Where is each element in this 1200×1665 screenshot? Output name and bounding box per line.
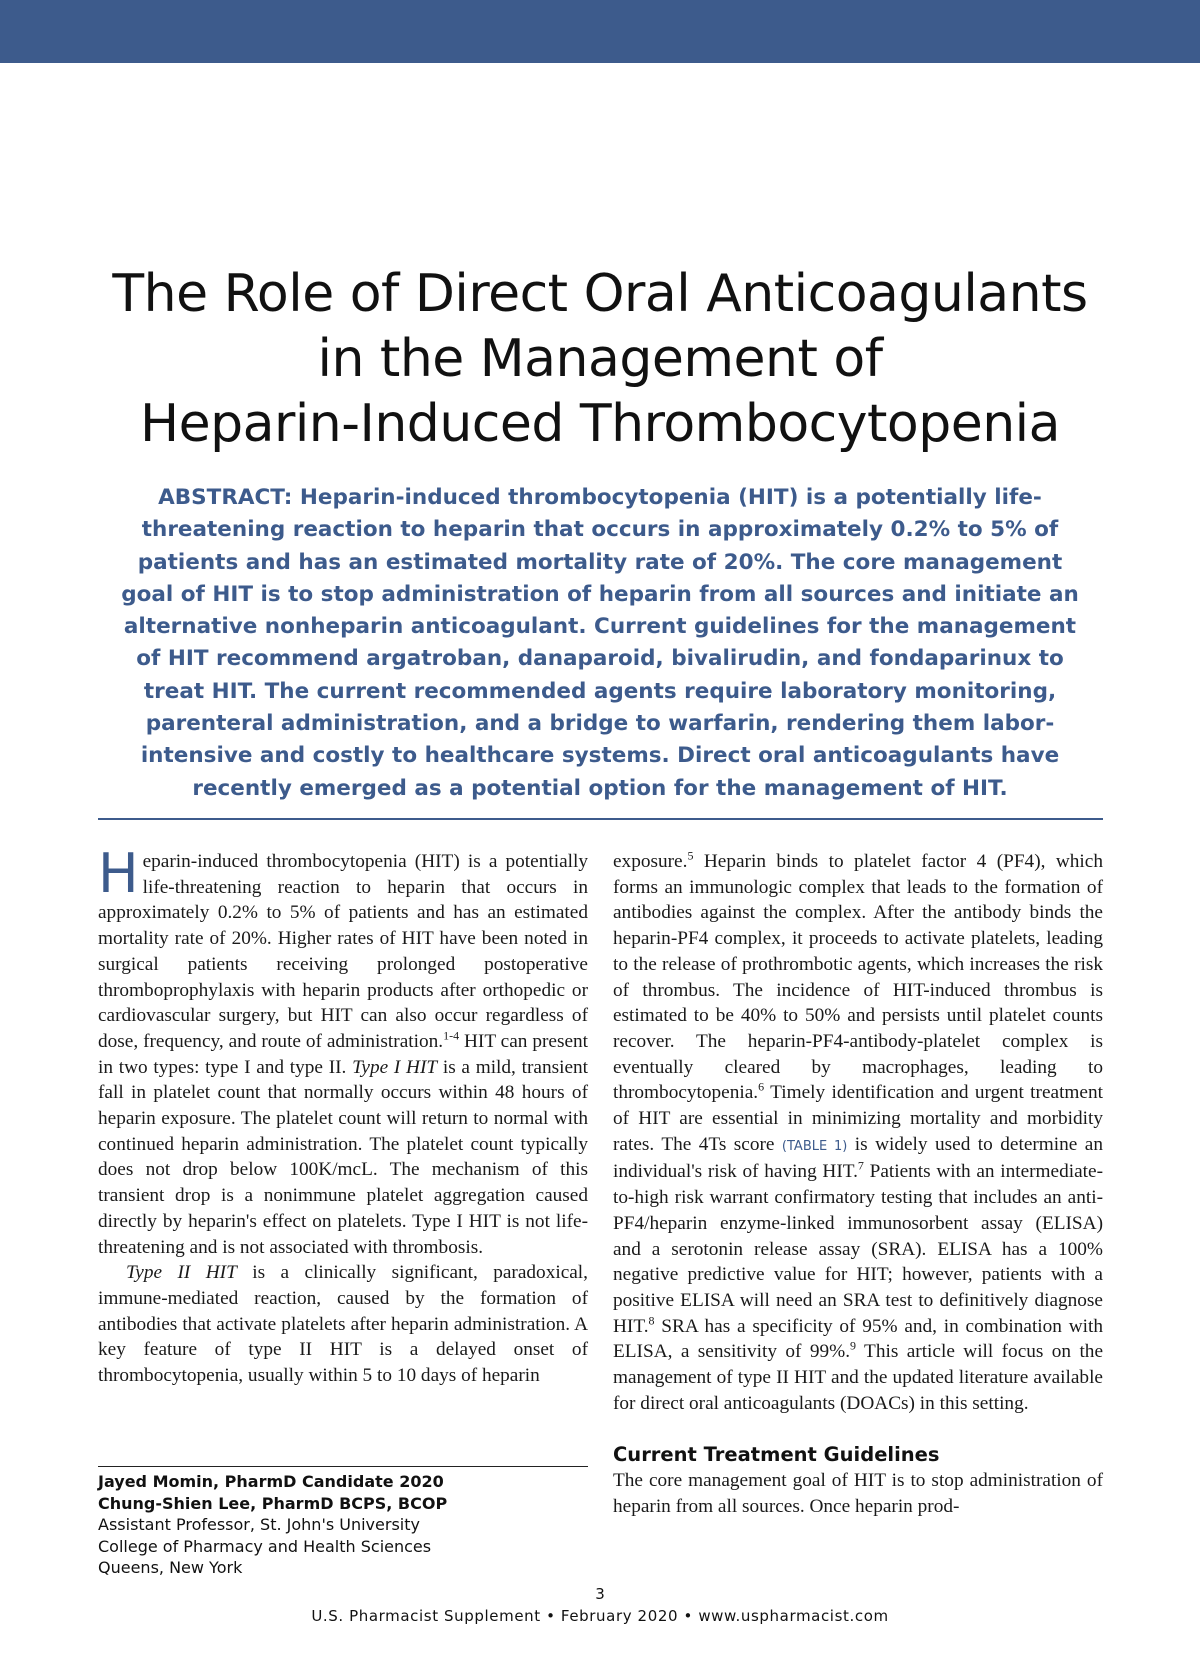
author-affiliation: Queens, New York	[98, 1558, 243, 1577]
title-line: The Role of Direct Oral Anticoagulants	[112, 264, 1088, 324]
table-reference-link[interactable]: (TABLE 1)	[781, 1138, 848, 1154]
author-affiliation: College of Pharmacy and Health Sciences	[98, 1536, 432, 1556]
author-name: Chung-Shien Lee, PharmD BCPS, BCOP	[98, 1493, 448, 1513]
body-text: HIT can present in two types: type I and type II.	[98, 1030, 589, 1078]
body-paragraph	[98, 842, 589, 1260]
article-title	[60, 262, 1140, 457]
body-column-right	[613, 849, 1103, 1520]
author-name: Jayed Momin, PharmD Candidate 2020	[98, 1472, 444, 1491]
reference-marker: 5	[687, 848, 694, 863]
page-footer: U.S. Pharmacist Supplement • February 2020 • www.uspharmacist.com	[311, 1607, 889, 1625]
body-paragraph	[613, 849, 1103, 1416]
reference-marker: 9	[850, 1338, 857, 1353]
body-text: Patients with an intermediate-to-high risk warrant confirmatory testing that includes an anti-PF4/heparin enzyme-linked immunosorbent assay (ELISA) and a serotonin release assay (SRA). ELISA has a 100% negative predictive value for HIT; however, patients with a positive ELISA will need an SRA test to definitively diagnose HIT.	[613, 1161, 1104, 1337]
body-text: Timely identification and urgent treatment of HIT are essential in minimizing mortality and morbidity rates. The 4Ts score	[613, 1082, 1103, 1155]
body-text: Heparin binds to platelet factor 4 (PF4), which forms an immunologic complex that leads to the formation of antibodies against the complex. After the antibody binds the heparin-PF4 complex, it proceeds to activate platelets, leading to the release of prothrombotic agents, which increases the risk of thrombus. The incidence of HIT-induced thrombus is estimated to be 40% to 50% and persists until platelet counts recover. The heparin-PF4-antibody-platelet complex is eventually cleared by macrophages, leading to thrombocytopenia.	[613, 851, 1103, 1104]
header-bar	[0, 0, 1200, 63]
body-text: exposure.	[613, 851, 688, 872]
body-paragraph	[98, 1260, 588, 1389]
title-line: in the Management of	[317, 329, 883, 389]
body-text: eparin-induced thrombocytopenia (HIT) is a potentially life-threatening reaction to heparin that occurs in approximately 0.2% to 5% of patients and has an estimated mortality rate of 20%. Higher rates of HIT have been noted in surgical patients receiving prolonged postoperative thromboprophylaxis with heparin products after orthopedic or cardiovascular surgery, but HIT can also occur regardless of dose, frequency, and route of administration.	[98, 851, 588, 1052]
reference-marker: 6	[758, 1079, 765, 1094]
body-text: is a mild, transient fall in platelet count that normally occurs within 48 hours of heparin exposure. The platelet count will return to normal with continued heparin administration. The platelet count typically does not drop below 100K/mcL. The mechanism of this transient drop is a nonimmune platelet aggregation caused directly by heparin's effect on platelets. Type I HIT is not life-threatening and is not associated with thrombosis.	[98, 1056, 588, 1258]
reference-marker: 8	[648, 1313, 655, 1328]
section-heading: Current Treatment Guidelines	[613, 1443, 940, 1467]
body-text: SRA has a specificity of 95% and, in combination with ELISA, a sensitivity of 99%.	[613, 1315, 1103, 1363]
term-type-i: Type I HIT	[352, 1056, 438, 1078]
body-column-left	[98, 842, 589, 1389]
abstract-divider	[98, 818, 1103, 820]
abstract: ABSTRACT: Heparin-induced thrombocytopenia (HIT) is a potentially life-threatening reaction to heparin that occurs in approximately 0.2% to 5% of patients and has an estimated mortality rate of 20%. The core management goal of HIT is to stop administration of heparin from all sources and initiate an alternative nonheparin anticoagulant. Current guidelines for the management of HIT recommend argatroban, danaparoid, bivalirudin, and fondaparinux to treat HIT. The current recommended agents require laboratory monitoring, parenteral administration, and a bridge to warfarin, rendering them labor-intensive and costly to healthcare systems. Direct oral anticoagulants have recently emerged as a potential option for the management of HIT.	[121, 485, 1079, 801]
body-text: is a clinically significant, paradoxical, immune-mediated reaction, caused by the formation of antibodies that activate platelets after heparin administration. A key feature of type II HIT is a delayed onset of thrombocytopenia, usually within 5 to 10 days of heparin	[98, 1262, 588, 1387]
body-text: This article will focus on the management of type II HIT and the updated literature available for direct oral anticoagulants (DOACs) in this setting.	[613, 1341, 1104, 1414]
drop-cap: H	[98, 842, 139, 905]
author-affiliation: Assistant Professor, St. John's University	[98, 1515, 420, 1534]
author-block	[98, 1471, 588, 1579]
page-number: 3	[595, 1585, 605, 1603]
author-divider	[98, 1466, 588, 1467]
reference-marker: 1-4	[443, 1028, 460, 1043]
title-line: Heparin-Induced Thrombocytopenia	[140, 394, 1060, 454]
term-type-ii: Type II HIT	[126, 1262, 237, 1284]
body-text: is widely used to determine an individual's risk of having HIT.	[613, 1133, 1103, 1183]
body-paragraph: The core management goal of HIT is to stop administration of heparin from all sources. Once heparin prod-	[613, 1470, 1103, 1518]
reference-marker: 7	[857, 1159, 864, 1174]
